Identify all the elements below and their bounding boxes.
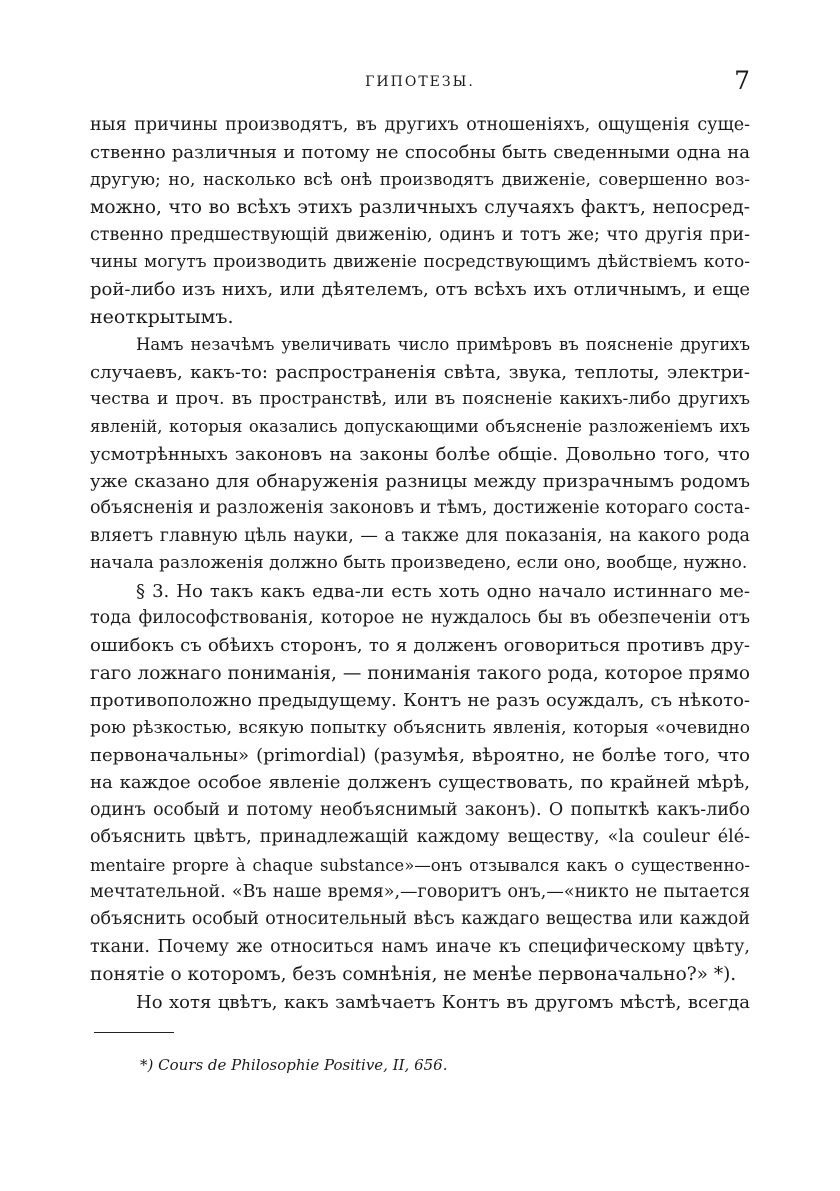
text-line: ошибокъ съ обѣихъ сторонъ, то я долженъ оговориться противъ дру- bbox=[90, 635, 750, 657]
text-line: mentaire propre à chaque substance»—онъ отзывался какъ о существенно- bbox=[90, 855, 750, 875]
text-line: вляетъ главную цѣль науки, — а также для показанія, на какого рода bbox=[90, 525, 750, 546]
text-line: первоначальны» (primordial) (разумѣя, вѣроятно, не болѣе того, что bbox=[90, 744, 750, 766]
text-line: начала разложенія должно быть произведено, если оно, вообще, нужно. bbox=[90, 553, 748, 574]
running-title: ГИПОТЕЗЫ. bbox=[365, 74, 475, 90]
text-line: противоположно предыдущему. Контъ не разъ осуждалъ, съ нѣкото- bbox=[90, 690, 750, 712]
text-line: уже сказано для обнаруженія разницы между призрачнымъ родомъ bbox=[90, 471, 750, 493]
text-line: тода философствованія, которое не нуждалось бы въ обезпеченіи отъ bbox=[90, 608, 750, 629]
text-line: явленій, которыя оказались допускающими объясненіе разложеніемъ ихъ bbox=[90, 417, 750, 437]
footnote-rule bbox=[94, 1032, 174, 1033]
text-line: неоткрытымъ. bbox=[90, 305, 234, 328]
text-line: чества и проч. въ пространствѣ, или въ поясненіе какихъ-либо другихъ bbox=[90, 388, 750, 409]
text-line: Но хотя цвѣтъ, какъ замѣчаетъ Контъ въ другомъ мѣстѣ, всегда bbox=[136, 991, 750, 1013]
section-heading-line: § 3. Но такъ какъ едва-ли есть хоть одно начало истиннаго ме- bbox=[136, 580, 750, 602]
text-line: ственно предшествующій движенію, одинъ и тотъ же; что другія при- bbox=[90, 224, 750, 245]
body-text bbox=[90, 112, 750, 1016]
text-line: мечтательной. «Въ наше время»,—говоритъ онъ,—«никто не пытается bbox=[90, 881, 750, 902]
text-line: Намъ незачѣмъ увеличивать число примѣровъ въ поясненіе другихъ bbox=[136, 335, 750, 355]
text-line: объясненія и разложенія законовъ и тѣмъ, достиженіе котораго соста- bbox=[90, 498, 750, 519]
text-line: рою рѣзкостью, всякую попытку объяснить явленія, которыя «очевидно bbox=[90, 717, 750, 738]
text-line: ственно различныя и потому не способны быть сведенными одна на bbox=[90, 142, 750, 164]
text-line: объяснить цвѣтъ, принадлежащій каждому веществу, «la couleur élé- bbox=[90, 827, 750, 848]
text-line: другую; но, насколько всѣ онѣ производятъ движеніе, совершенно воз- bbox=[90, 169, 750, 190]
text-line: чины могутъ производить движеніе посредствующимъ дѣйствіемъ кото- bbox=[90, 251, 750, 272]
text-line: на каждое особое явленіе долженъ существовать, по крайней мѣрѣ, bbox=[90, 772, 750, 794]
text-line: ткани. Почему же относиться намъ иначе къ специфическому цвѣту, bbox=[90, 936, 750, 957]
running-head bbox=[90, 66, 750, 96]
text-line: рой-либо изъ нихъ, или дѣятелемъ, отъ всѣхъ ихъ отличнымъ, и еще bbox=[90, 279, 750, 301]
text-line: объяснить особый относительный вѣсъ каждаго вещества или каждой bbox=[90, 909, 750, 930]
text-line: случаевъ, какъ-то: распространенія свѣта, звука, теплоты, электри- bbox=[90, 361, 750, 383]
text-line: гаго ложнаго пониманія, — пониманія такого рода, которое прямо bbox=[90, 662, 750, 684]
text-line: ныя причины производятъ, въ другихъ отношеніяхъ, ощущенія суще- bbox=[90, 115, 750, 135]
text-line: усмотрѣнныхъ законовъ на законы болѣе общіе. Довольно того, что bbox=[90, 443, 750, 465]
page-number: 7 bbox=[734, 66, 750, 95]
text-line: понятіе о которомъ, безъ сомнѣнія, не менѣе первоначально?» *). bbox=[90, 964, 737, 986]
text-line: можно, что во всѣхъ этихъ различныхъ случаяхъ фактъ, непосред- bbox=[90, 197, 750, 219]
text-line: одинъ особый и потому необъяснимый законъ). О попыткѣ какъ-либо bbox=[90, 799, 750, 820]
footnote: *) Cours de Philosophie Positive, II, 656. bbox=[140, 1056, 448, 1074]
